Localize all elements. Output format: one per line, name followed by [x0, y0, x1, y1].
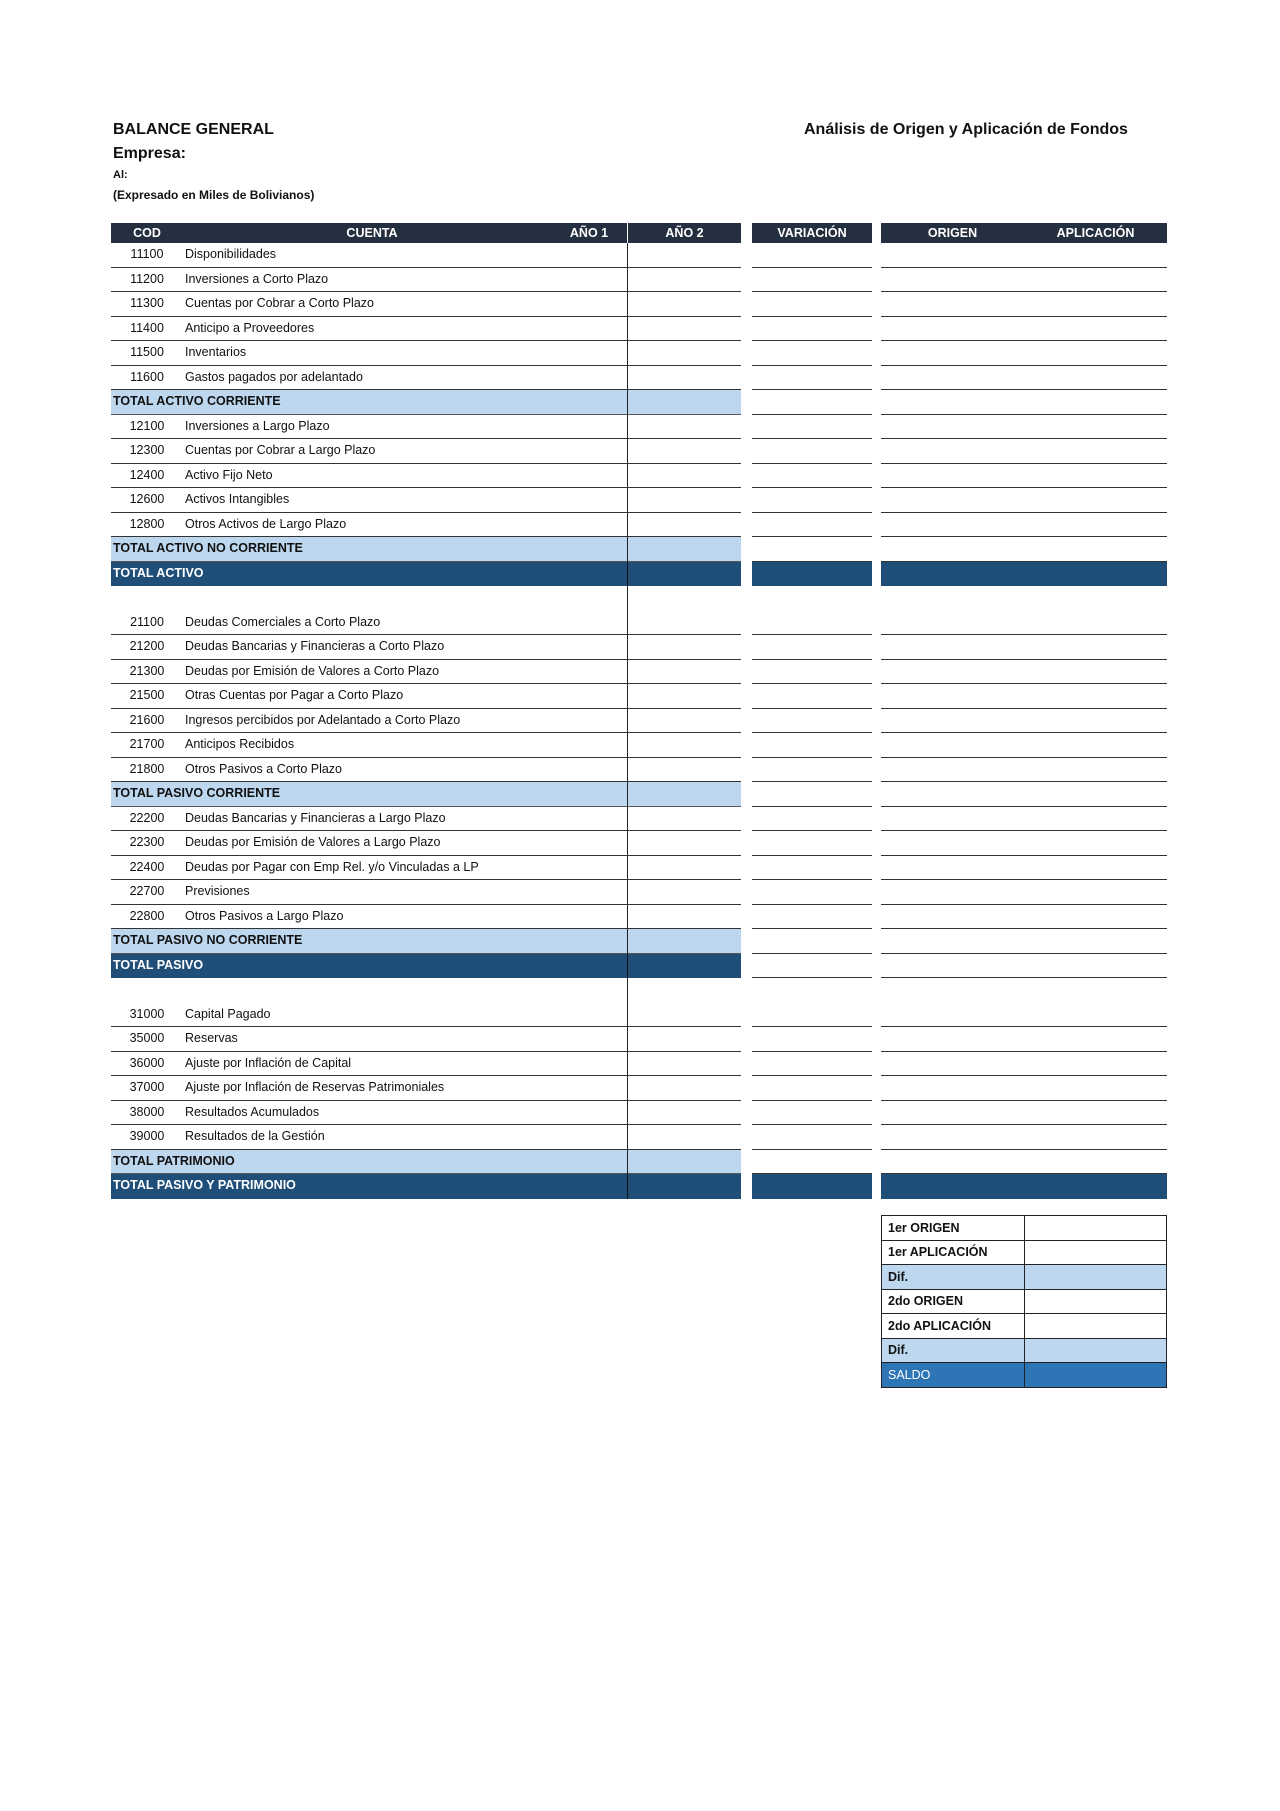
summary-row [882, 1314, 1167, 1339]
table-row [111, 366, 1167, 391]
subtotal-label: TOTAL PASIVO NO CORRIENTE [113, 933, 303, 947]
account-name: Deudas Comerciales a Corto Plazo [185, 614, 381, 629]
table-row [111, 1101, 1167, 1126]
account-code: 21300 [111, 660, 183, 685]
table-row [111, 513, 1167, 538]
subtotal-row [111, 782, 1167, 807]
balance-title: BALANCE GENERAL [113, 121, 274, 138]
summary-value [1025, 1240, 1167, 1265]
account-name: Otros Pasivos a Corto Plazo [185, 761, 343, 776]
account-name: Disponibilidades [185, 247, 277, 261]
summary-label: 2do ORIGEN [882, 1289, 1025, 1314]
subtotal-label: TOTAL ACTIVO CORRIENTE [113, 394, 281, 408]
table-row [111, 1027, 1167, 1052]
col-aplicacion: APLICACIÓN [1024, 223, 1167, 243]
account-name: Resultados de la Gestión [185, 1129, 325, 1143]
summary-label: 1er ORIGEN [882, 1216, 1025, 1241]
table-row [111, 807, 1167, 832]
account-code: 12600 [111, 488, 183, 513]
account-code: 12300 [111, 439, 183, 464]
table-row [111, 415, 1167, 440]
table-row [111, 831, 1167, 856]
account-name: Deudas Bancarias y Financieras a Largo Plazo [185, 810, 446, 825]
account-code: 12800 [111, 513, 183, 538]
account-code: 22300 [111, 831, 183, 856]
account-code: 22400 [111, 856, 183, 881]
summary-value [1025, 1216, 1167, 1241]
account-code: 11100 [111, 243, 183, 268]
account-name: Cuentas por Cobrar a Corto Plazo [185, 296, 374, 310]
table-row [111, 733, 1167, 758]
total-row [111, 954, 1167, 979]
subtotal-row [111, 537, 1167, 562]
subtotal-label: TOTAL PASIVO CORRIENTE [113, 786, 281, 800]
account-code: 21100 [111, 611, 183, 636]
account-code: 22700 [111, 880, 183, 905]
account-code: 39000 [111, 1125, 183, 1150]
col-origen: ORIGEN [881, 223, 1024, 243]
account-code: 11500 [111, 341, 183, 366]
header-row [111, 223, 1167, 243]
summary-row [882, 1216, 1167, 1241]
summary-row [882, 1338, 1167, 1363]
account-code: 21800 [111, 758, 183, 783]
table-row [111, 341, 1167, 366]
account-code: 12400 [111, 464, 183, 489]
summary-label: 2do APLICACIÓN [882, 1314, 1025, 1339]
total-row [111, 562, 1167, 587]
account-code: 11200 [111, 268, 183, 293]
table-row [111, 1003, 1167, 1028]
summary-value [1025, 1289, 1167, 1314]
subtotal-row [111, 929, 1167, 954]
summary-row [882, 1363, 1167, 1388]
account-code: 11400 [111, 317, 183, 342]
account-name: Anticipo a Proveedores [185, 320, 315, 335]
table-row [111, 1125, 1167, 1150]
table-row [111, 660, 1167, 685]
account-name: Inversiones a Largo Plazo [185, 418, 330, 433]
account-name: Gastos pagados por adelantado [185, 369, 363, 384]
analysis-title: Análisis de Origen y Aplicación de Fondos [804, 121, 1128, 138]
account-name: Reservas [185, 1031, 238, 1045]
table-row [111, 905, 1167, 930]
table-row [111, 709, 1167, 734]
col-anio2: AÑO 2 [627, 223, 741, 243]
table-row [111, 1052, 1167, 1077]
account-name: Otras Cuentas por Pagar a Corto Plazo [185, 688, 404, 702]
table-row [111, 1076, 1167, 1101]
account-code: 21500 [111, 684, 183, 709]
summary-row [882, 1265, 1167, 1290]
summary-value [1025, 1265, 1167, 1290]
summary-label: Dif. [882, 1338, 1025, 1363]
account-name: Inventarios [185, 345, 247, 359]
account-name: Activos Intangibles [185, 492, 290, 506]
account-code: 21700 [111, 733, 183, 758]
empresa-label: Empresa: [113, 145, 186, 162]
total-label: TOTAL ACTIVO [113, 565, 204, 580]
subtotal-row [111, 1150, 1167, 1175]
account-name: Resultados Acumulados [185, 1104, 320, 1119]
table-row [111, 243, 1167, 268]
account-code: 11300 [111, 292, 183, 317]
account-code: 31000 [111, 1003, 183, 1028]
account-code: 12100 [111, 415, 183, 440]
account-code: 35000 [111, 1027, 183, 1052]
col-variacion: VARIACIÓN [752, 223, 872, 243]
account-name: Inversiones a Corto Plazo [185, 271, 329, 286]
table-row [111, 856, 1167, 881]
summary-row [882, 1240, 1167, 1265]
currency-note: (Expresado en Miles de Bolivianos) [113, 188, 315, 202]
account-name: Otros Pasivos a Largo Plazo [185, 908, 344, 923]
table-row [111, 635, 1167, 660]
summary-row [882, 1289, 1167, 1314]
account-name: Activo Fijo Neto [185, 467, 273, 482]
account-name: Anticipos Recibidos [185, 737, 295, 751]
account-name: Deudas por Emisión de Valores a Largo Plazo [185, 835, 441, 849]
total-row [111, 1174, 1167, 1199]
total-label: TOTAL PASIVO [113, 957, 204, 972]
table-row [111, 292, 1167, 317]
table-row [111, 464, 1167, 489]
account-code: 21600 [111, 709, 183, 734]
account-name: Ajuste por Inflación de Capital [185, 1055, 352, 1070]
table-row [111, 268, 1167, 293]
table-row [111, 758, 1167, 783]
account-code: 38000 [111, 1101, 183, 1126]
account-code: 21200 [111, 635, 183, 660]
subtotal-label: TOTAL ACTIVO NO CORRIENTE [113, 541, 303, 555]
subtotal-label: TOTAL PATRIMONIO [113, 1153, 235, 1168]
account-name: Deudas Bancarias y Financieras a Corto Plazo [185, 639, 445, 653]
table-row [111, 611, 1167, 636]
subtotal-row [111, 390, 1167, 415]
summary-value [1025, 1363, 1167, 1388]
table-row [111, 317, 1167, 342]
summary-table [881, 1215, 1167, 1388]
summary-label: Dif. [882, 1265, 1025, 1290]
summary-value [1025, 1338, 1167, 1363]
account-name: Ingresos percibidos por Adelantado a Corto Plazo [185, 712, 461, 727]
account-name: Previsiones [185, 884, 250, 898]
summary-value [1025, 1314, 1167, 1339]
total-label: TOTAL PASIVO Y PATRIMONIO [113, 1178, 296, 1192]
table-row [111, 488, 1167, 513]
account-code: 36000 [111, 1052, 183, 1077]
account-name: Otros Activos de Largo Plazo [185, 516, 347, 531]
account-name: Deudas por Emisión de Valores a Corto Plazo [185, 663, 440, 678]
summary-label: 1er APLICACIÓN [882, 1240, 1025, 1265]
table-row [111, 439, 1167, 464]
account-code: 37000 [111, 1076, 183, 1101]
al-label: Al: [113, 169, 128, 181]
col-cuenta: CUENTA [346, 226, 398, 240]
balance-grid [111, 223, 1167, 1199]
account-code: 11600 [111, 366, 183, 391]
account-name: Capital Pagado [185, 1006, 271, 1021]
account-name: Cuentas por Cobrar a Largo Plazo [185, 443, 376, 457]
col-anio1: AÑO 1 [569, 226, 609, 240]
col-cod: COD [133, 226, 161, 240]
table-row [111, 880, 1167, 905]
account-code: 22200 [111, 807, 183, 832]
summary-label: SALDO [882, 1363, 1025, 1388]
table-row [111, 684, 1167, 709]
account-code: 22800 [111, 905, 183, 930]
account-name: Ajuste por Inflación de Reservas Patrimoniales [185, 1080, 445, 1094]
account-name: Deudas por Pagar con Emp Rel. y/o Vinculadas a LP [185, 859, 479, 874]
